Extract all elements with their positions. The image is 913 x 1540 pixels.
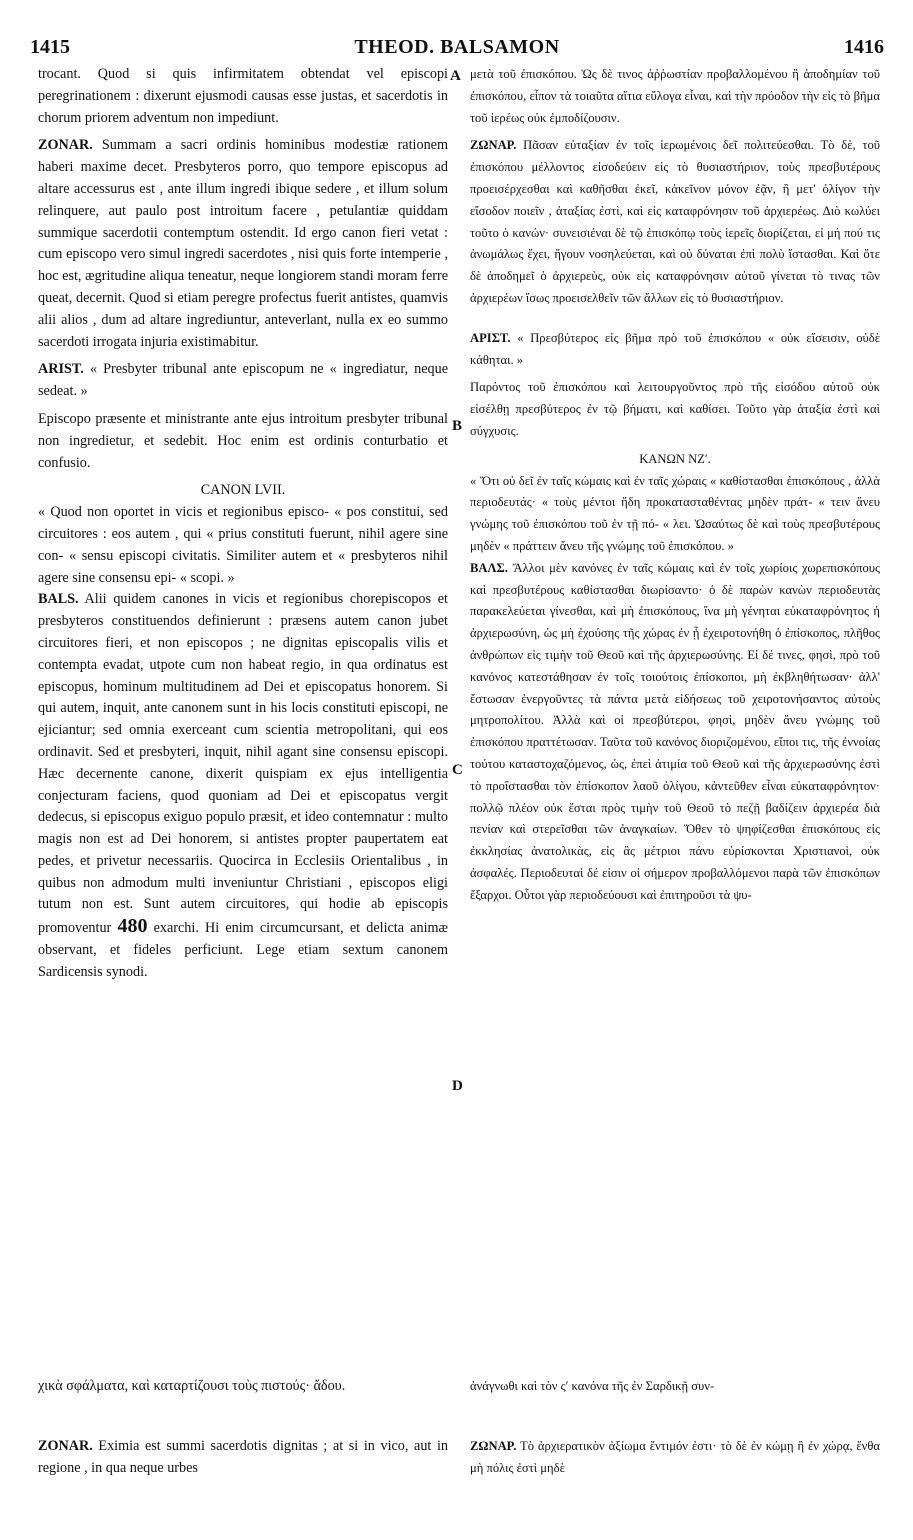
- left-page-number: 1415: [30, 36, 70, 58]
- latin-paragraph: Episcopo præsente et ministrante ante ejus introitum presbyter tribunal non ingredietur, et sedebit. Hoc enim est ordinis conturbatio et confusio.: [38, 410, 448, 471]
- speaker-label: ZONAR.: [38, 137, 93, 154]
- greek-column: [470, 64, 880, 906]
- latin-column: [38, 64, 448, 984]
- paragraph-text: exarchi. Hi enim circumcursant, et delicta animæ observant, et fideles perficiunt. Lege etiam sextum canonem Sardicensis synodi.: [38, 920, 449, 980]
- right-page-number: 1416: [844, 36, 884, 58]
- page-header: [30, 36, 884, 64]
- speaker-label: ZONAR.: [38, 1438, 93, 1454]
- speaker-label: ΒΑΛΣ.: [470, 560, 508, 575]
- latin-paragraph: [38, 359, 448, 403]
- latin-paragraph: trocant. Quod si quis infirmitatem obtendat vel episcopi peregrinationem : dixerunt ejusmodi causas esse justas, et sacerdotis in chorum priorem adventum non impediunt.: [38, 66, 448, 126]
- margin-marker-c: C: [452, 762, 463, 778]
- column-number: 480: [117, 915, 148, 938]
- paragraph-text: Ἄλλοι μὲν κανόνες ἐν ταῖς κώμαις καὶ ἐν τοῖς χωρίοις χωρεπισκόπους καὶ πρεσβυτέρους καθίστασθαι διωρίσαντο· ὁ δὲ παρὼν κανὼν περιοδευτὰς παρακελεύεται γίνεσθαι, καὶ μὴ ἐπισκόπους, ἵνα μὴ γένηται εὐκαταφρόνητος ἡ ἀρχιερωσύνη, ὡς μὴ ἐχούσης τῆς χώρας ἐν ᾗ ἐχειροτονήθη ὁ ἐπίσκοπος, πλῆθος ἀνθρώπων εἰς τιμὴν τοῦ Θεοῦ καὶ τῆς ἀρχιερωσύνης. Εἰ δέ τινες, φησὶ, πρὸ τοῦ κανόνος κατεστάθησαν ἐν τοῖς τοιούτοις ἐπίσκοποι, μὴ ἐκβληθήτωσαν· ἀλλ' ἔστωσαν ἐνεργοῦντες τὰ πάντα μετὰ εἰδήσεως τοῦ χειροτονήσαντος αὐτοὺς μητροπολίτου. Ἀλλὰ καὶ οἱ πρεσβύτεροι, φησὶ, μηδὲν ἄνευ γνώμης τοῦ ἐπισκόπου πραττέτωσαν. Ταῦτα τοῦ κανόνος διοριζομένου, εἴποι τις, τῆς ἐννοίας τούτου καταστοχαζόμενος, ὡς, ἐπεὶ ἀτιμία τοῦ Θεοῦ καὶ τῆς ἀρχιερωσύνης ἐστὶ τὸ προΐστασθαι τὸν ἐπίσκοπον λαοῦ ὀλίγου, κἀντεῦθεν εἶναι εὐκαταφρόνητον· πολλῷ πλέον οὐκ ἔσται πρὸς τιμὴν τοῦ Θεοῦ τὸ πεζῇ βαδίζειν ἀρχιερέα διὰ πενίαν καὶ στερεῖσθαι τῶν ἀναγκαίων. Ὅθεν τὸ ψηφίζεσθαι ἐπισκόπους εἰς ἐκκλησίας ἀνατολικὰς, εἰς ἃς μέτριοι πάνυ εὑρίσκονται Χριστιανοὶ, οὐκ ἀσφαλές. Περιοδευταὶ δέ εἰσιν οἱ σήμερον προβαλλόμενοι παρὰ τῶν ἐπισκόπων ἔξαρχοι. Οὗτοι γὰρ περιοδεύουσι καὶ ἐπιτηροῦσι τὰ ψυ-: [470, 560, 881, 902]
- paragraph-text: « Presbyter tribunal ante episcopum ne « ingrediatur, neque sedeat. »: [38, 361, 448, 400]
- greek-paragraph: Παρόντος τοῦ ἐπισκόπου καὶ λειτουργοῦντος πρὸ τῆς εἰσόδου αὐτοῦ οὐκ εἰσέλθῃ πρεσβύτερος ἐν τῷ βήματι, καὶ καθίσει. Τοῦτο γὰρ ἀταξία ἐστὶ καὶ σύγχυσις.: [470, 380, 880, 438]
- margin-marker-a: A: [450, 68, 461, 84]
- speaker-label: ΖΩΝΑΡ.: [470, 1439, 517, 1453]
- footer-left-paragraph: [38, 1436, 448, 1480]
- latin-paragraph: [38, 589, 448, 983]
- greek-paragraph: μετὰ τοῦ ἐπισκόπου. Ὡς δὲ τινος ἀῤῥωστίαν προβαλλομένου ἢ ἀποδημίαν τοῦ ἐπισκόπου, εἶπον τὰ τοιαῦτα αἴτια εὔλογα εἶναι, καὶ τὴν πρόοδον τὴν εἰς τὸ βῆμα τοῦ ἱερέως οὐκ ἐμποδίζουσιν.: [470, 67, 880, 125]
- canon-heading: ΚΑΝΩΝ ΝΖʹ.: [639, 451, 711, 466]
- greek-paragraph: [470, 558, 880, 907]
- speaker-label: BALS.: [38, 591, 79, 608]
- latin-paragraph: [38, 135, 448, 353]
- paragraph-text: Πᾶσαν εὐταξίαν ἐν τοῖς ἱερωμένοις δεῖ πολιτεύεσθαι. Τὸ δὲ, τοῦ ἐπισκόπου μέλλοντος εἰσοδεύειν εἰς τὸ θυσιαστήριον, τοὺς πρεσβυτέρους προεισέρχεσθαι καὶ καθῆσθαι ἐκεῖ, κἀκεῖνον μόνον ἐᾷν, ἢ μετ' ὀλίγον τὴν εἴσοδον ποιεῖν , ἀταξίας ἐστὶ, καὶ εἰς καταφρόνησιν τοῦ ἀρχιερέως. Διὸ κωλύει τοῦτο ὁ κανών· συνεισιέναι δὲ τῷ ἐπισκόπῳ τοὺς ἱερεῖς διορίζεται, εἰ μή πού τις ἀνωμάλως ἔχει, ἤγουν νοσηλεύεται, καὶ οὐ δύναται ἐπὶ πολὺ ἵστασθαι. Καὶ ὅτε δὲ ἀποδημεῖ ὁ ἀρχιερεὺς, οὐκ εἰς καταφρόνησιν αὐτοῦ γίνεται τὸ τινας τῶν ἀρχιερέων ἴσως προεισελθεῖν τῶν ἄλλων εἰς τὸ θυσιαστήριον.: [470, 138, 881, 305]
- margin-marker-d: D: [452, 1078, 463, 1094]
- canon-text: « Ὅτι οὐ δεῖ ἐν ταῖς κώμαις καὶ ἐν ταῖς χώραις « καθίστασθαι ἐπισκόπους , ἀλλὰ περιοδευτάς· « τοὺς μέντοι ἤδη προκατασταθέντας μηδὲν πράτ- « τειν ἄνευ γνώμης τοῦ ἐπισκόπου τοῦ ἐν τῇ πό- « λει. Ὡσαύτως δὲ καὶ τοὺς πρεσβυτέρους μηδὲν « πράττειν ἄνευ τῆς γνώμης τοῦ ἐπισκόπου. »: [470, 473, 880, 553]
- paragraph-text: Eximia est summi sacerdotis dignitas ; at si in vico, aut in regione , in qua neque urbes: [38, 1438, 449, 1476]
- footer-right-paragraph: [470, 1436, 880, 1480]
- margin-marker-b: B: [452, 418, 463, 434]
- paragraph-text: « Πρεσβύτερος εἰς βῆμα πρὸ τοῦ ἐπισκόπου « οὐκ εἴσεισιν, οὐδὲ κάθηται. »: [470, 330, 881, 367]
- greek-paragraph: [470, 328, 880, 372]
- canon-text: « Quod non oportet in vicis et regionibus episco- « pos constitui, sed circuitores : eos autem , qui « prius constituti fuerunt, nihil agere sine con- « sensu episcopi civitatis. Similiter autem et « presbyteros nihil agere sine consensu epi- « scopi. »: [38, 504, 448, 586]
- speaker-label: ARIST.: [38, 361, 84, 378]
- paragraph-text: Alii quidem canones in vicis et regionibus chorepiscopos et presbyteros constituendos definierunt : præsens autem canon jubet circuitores fieri, et non episcopos ; ne dignitas episcopalis vilis et contempta evadat, utpote cum non habeat regio, in qua ordinatus est episcopus, hominum multitudinem ad Dei et episcopatus honorem. Si qui autem, inquit, ante canonem sunt in his locis constituti episcopi, ne ejiciantur; sed omnia exerceant cum scientia metropolitani, qui eos ordinavit. Sed et presbyteri, inquit, nihil agant sine consensu episcopi. Hæc decernente canone, dixerit quispiam ex ejus intelligentia conjecturam faciens, quod quoniam ad Dei et episcopatus vergit dedecus, si episcopus exiguo populo præsit, et ideo contemnatur : multo magis non est ad Dei honorem, si antistes propter paupertatem eat pedes, et privetur necessariis. Quocirca in Ecclesiis Orientalibus , in quibus non admodum multi inveniuntur Christiani , episcopos eligi tutum non est. Sunt autem circuitores, qui hodie ab episcopis promoventur: [38, 591, 448, 937]
- paragraph-text: Summam a sacri ordinis hominibus modestiæ rationem haberi maxime decet. Presbyteros porro, quo tempore episcopus ad altare accessurus est , ante illum ingredi ibique sedere , et illum solum relinquere, aut paulo post introitum facere , petulantiæ quiddam summique sacerdotii contemptum ostendit. Id ergo canon fieri vetat : cum episcopo vero simul ingredi sacerdotes , nisi quis forte intemperie , hoc est, ægritudine aliqua teneatur, neque longiorem standi moram ferre queat, decernit. Quod si etiam peregre profectus fuerit antistes, quamvis alii alios , dum ad altare ingrediuntur, anteverlant, nulla ex eo summo sacerdoti irrogata injuria existimabitur.: [38, 137, 448, 350]
- speaker-label: ΖΩΝΑΡ.: [470, 138, 517, 153]
- speaker-label: ΑΡΙΣΤ.: [470, 330, 511, 345]
- canon-heading: CANON LVII.: [200, 482, 286, 499]
- greek-paragraph: [470, 135, 880, 309]
- paragraph-text: Τὸ ἀρχιερατικὸν ἀξίωμα ἔντιμόν ἐστι· τὸ δὲ ἐν κώμῃ ἢ ἐν χώρᾳ, ἔνθα μὴ πόλις ἐστὶ μηδὲ: [470, 1439, 880, 1475]
- running-title: THEOD. BALSAMON: [354, 36, 560, 58]
- footer-right-line: ἀνάγνωθι καὶ τὸν ςʹ κανόνα τῆς ἐν Σαρδικῇ συν-: [470, 1379, 715, 1393]
- footer-left-line: χικὰ σφάλματα, καὶ καταρτίζουσι τοὺς πιστούς· ἄδου.: [38, 1378, 346, 1394]
